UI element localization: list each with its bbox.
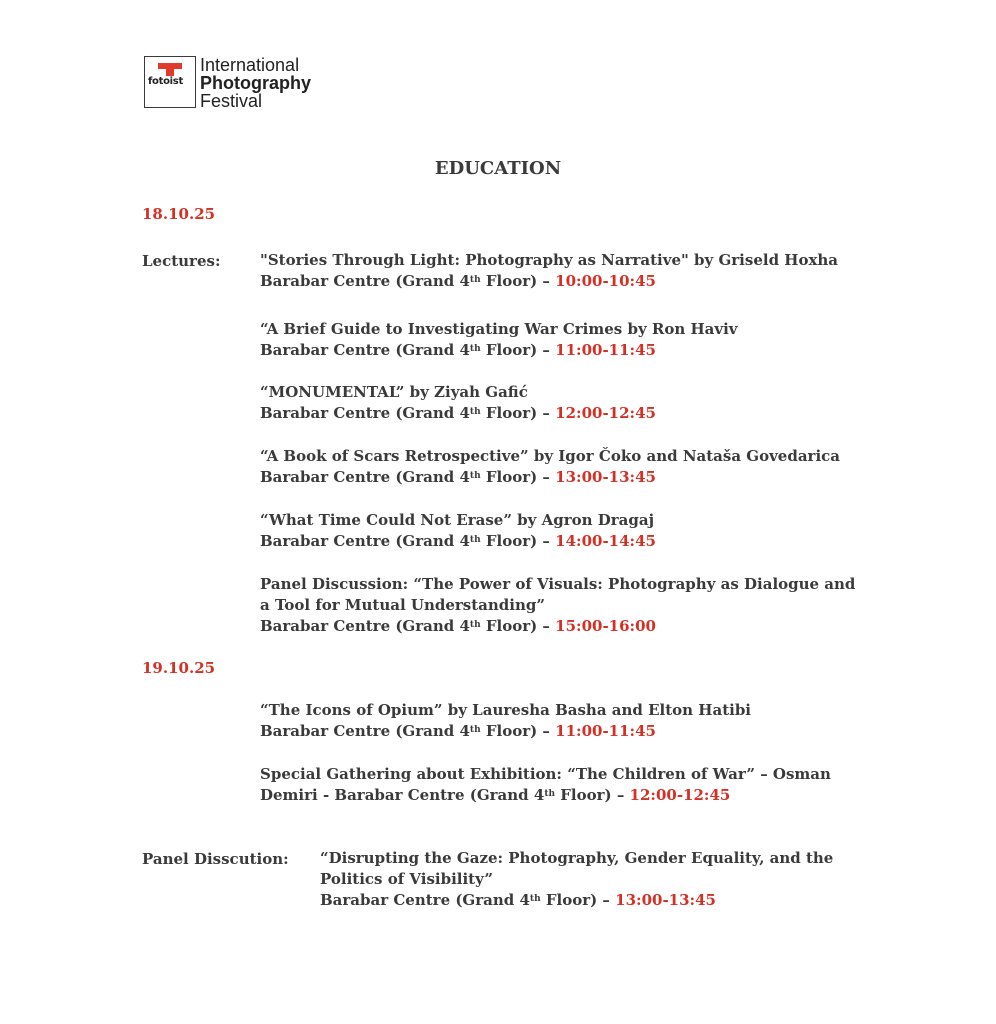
date-day-1: 18.10.25 [142,205,216,223]
lecture-venue: Barabar Centre (Grand 4th Floor) – 11:00-11:45 [260,722,656,740]
lecture-entry-1 [260,250,838,292]
lecture-entry-6 [260,574,855,637]
lecture-entry-4 [260,446,840,488]
logo-text [200,56,311,110]
panel-time: 13:00-13:45 [615,891,716,909]
lecture-entry-5 [260,510,656,552]
lecture-title: “The Icons of Opium” by Lauresha Basha and Elton Hatibi [260,701,752,719]
lecture-venue: Barabar Centre (Grand 4th Floor) – 10:00-10:45 [260,272,656,290]
fotoist-logo-mark [144,56,196,108]
lecture-entry-3 [260,382,656,424]
lecture-time: 12:00-12:45 [629,786,731,804]
lecture-title: “What Time Could Not Erase” by Agron Dragaj [260,511,655,529]
panel-title-line-1: “Disrupting the Gaze: Photography, Gender Equality, and the [320,849,834,867]
lecture-time: 13:00-13:45 [555,468,656,486]
lecture-time: 12:00-12:45 [555,404,656,422]
panel-venue: Barabar Centre (Grand 4th Floor) – 13:00-13:45 [320,891,716,909]
lecture-venue: Barabar Centre (Grand 4th Floor) – 11:00-11:45 [260,341,656,359]
logo-line-3: Festival [200,91,263,111]
lecture-venue: Barabar Centre (Grand 4th Floor) – 15:00-16:00 [260,617,656,635]
lecture-title: “A Brief Guide to Investigating War Crimes by Ron Haviv [260,320,738,338]
lectures-label: Lectures: [142,252,221,270]
lecture-title: “A Book of Scars Retrospective” by Igor Čoko and Nataša Govedarica [260,447,841,465]
date-day-2: 19.10.25 [142,659,216,677]
lecture-time: 10:00-10:45 [555,272,656,290]
lecture-entry-7 [260,700,751,742]
lecture-time: 14:00-14:45 [555,532,656,550]
lecture-venue: Barabar Centre (Grand 4th Floor) – 14:00-14:45 [260,532,656,550]
lecture-venue: Barabar Centre (Grand 4th Floor) – 12:00-12:45 [260,404,656,422]
lecture-title: “MONUMENTAL” by Ziyah Gafić [260,383,528,401]
panel-entry [320,848,833,911]
lecture-venue: Barabar Centre (Grand 4th Floor) – 13:00-13:45 [260,468,656,486]
lecture-entry-8 [260,764,831,806]
page-title: EDUCATION [434,158,562,179]
logo-line-1: International [200,55,300,75]
lecture-title-line-1: Panel Discussion: “The Power of Visuals: Photography as Dialogue and [260,575,856,593]
lecture-time: 15:00-16:00 [555,617,656,635]
lecture-time: 11:00-11:45 [555,341,656,359]
lecture-entry-2 [260,319,738,361]
panel-title-line-2: Politics of Visibility” [320,870,494,888]
lecture-title: "Stories Through Light: Photography as Narrative" by Griseld Hoxha [260,251,839,269]
lecture-time: 11:00-11:45 [555,722,656,740]
panel-label: Panel Disscution: [142,850,289,868]
lecture-venue: Demiri - Barabar Centre (Grand 4th Floor) – 12:00-12:45 [260,786,731,804]
lecture-title-line-2: a Tool for Mutual Understanding” [260,596,546,614]
logo-wordmark: fotoist [148,76,183,87]
lecture-title-line-1: Special Gathering about Exhibition: “The Children of War” – Osman [260,765,831,783]
logo-line-2: Photography [200,73,311,93]
